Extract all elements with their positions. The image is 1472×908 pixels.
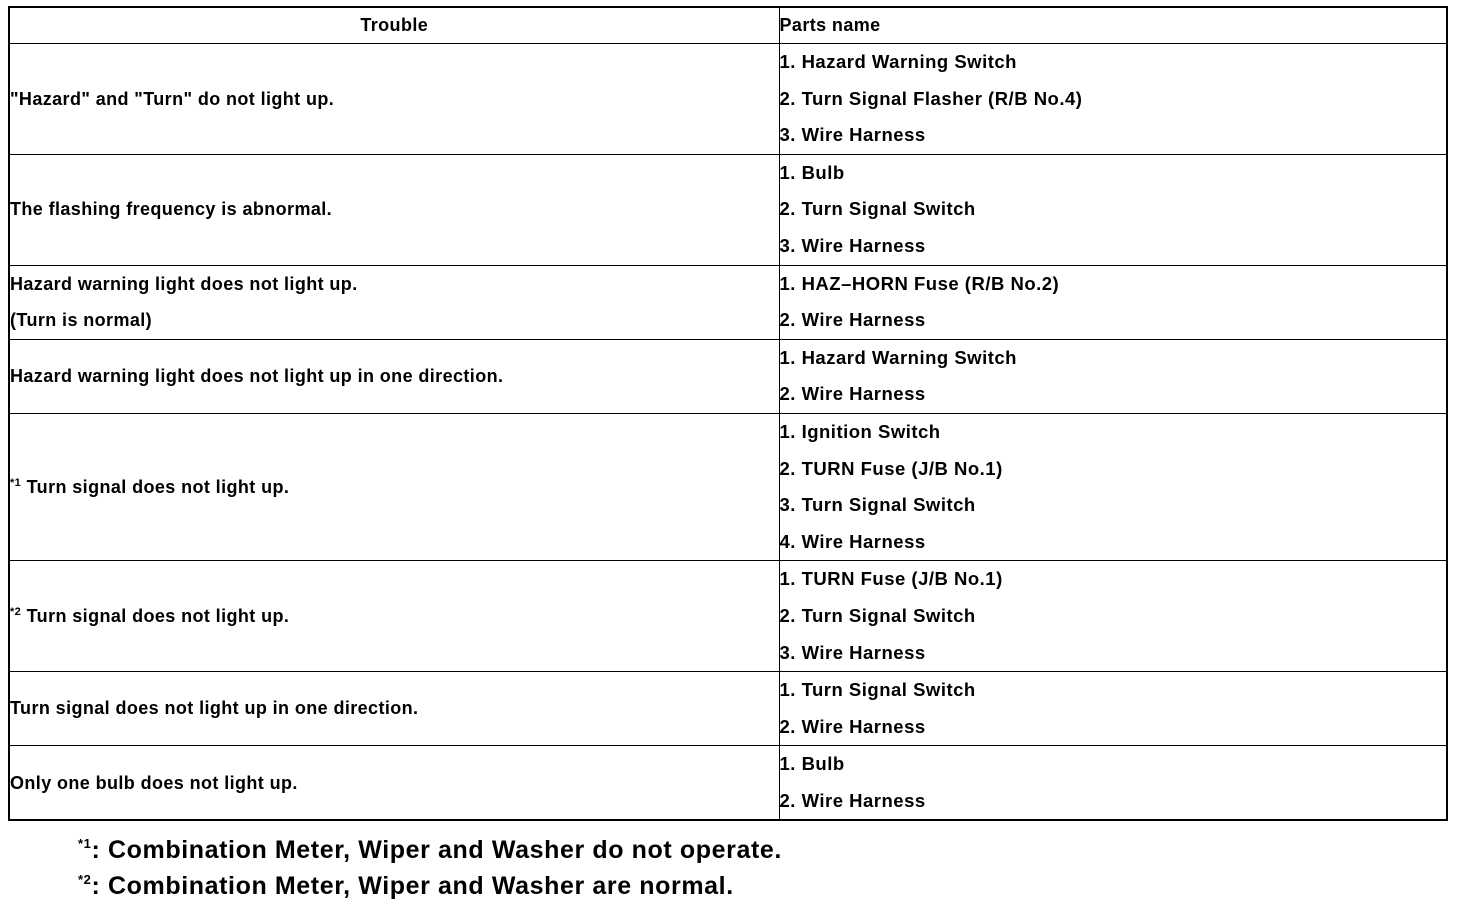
footnote-mark: *2 [78, 872, 92, 887]
trouble-cell [9, 413, 779, 560]
part-item: 1. Ignition Switch [779, 420, 941, 442]
trouble-cell [9, 154, 779, 265]
trouble-label: (Turn is normal) [10, 310, 153, 331]
trouble-cell [9, 561, 779, 672]
trouble-label: Hazard warning light does not light up in one direction. [10, 366, 504, 387]
trouble-label: "Hazard" and "Turn" do not light up. [10, 88, 335, 109]
trouble-label: Hazard warning light does not light up. [10, 273, 358, 294]
table-row [9, 672, 1447, 746]
footnote [78, 832, 782, 868]
trouble-text [10, 191, 779, 228]
trouble-text [10, 765, 779, 802]
table-header-row [9, 7, 1447, 44]
part-item: 1. Turn Signal Switch [779, 679, 976, 701]
parts-cell [779, 154, 1447, 265]
table-row [9, 413, 1447, 560]
table-body [9, 44, 1447, 821]
part-item: 2. Wire Harness [779, 383, 926, 405]
trouble-cell [9, 44, 779, 155]
trouble-column-header: Trouble [9, 7, 779, 44]
troubleshooting-table [8, 6, 1448, 821]
part-item: 2. Wire Harness [779, 789, 926, 811]
parts-cell [779, 44, 1447, 155]
part-item: 2. Wire Harness [779, 309, 926, 331]
part-item: 4. Wire Harness [779, 530, 926, 552]
part-item: 3. Wire Harness [779, 641, 926, 663]
parts-name-column-header: Parts name [779, 7, 1447, 44]
part-item: 1. HAZ–HORN Fuse (R/B No.2) [779, 272, 1060, 294]
table-row [9, 561, 1447, 672]
trouble-label: The flashing frequency is abnormal. [10, 199, 333, 220]
footnote-mark: *2 [10, 605, 22, 618]
trouble-text [10, 266, 779, 303]
part-item: 3. Wire Harness [779, 234, 926, 256]
trouble-text [10, 81, 779, 118]
part-item: 1. Hazard Warning Switch [779, 346, 1017, 368]
trouble-label: Turn signal does not light up. [26, 605, 290, 626]
part-item: 2. Turn Signal Switch [779, 604, 976, 626]
footnote [78, 868, 782, 904]
trouble-text [10, 598, 779, 635]
trouble-cell [9, 265, 779, 339]
parts-cell [779, 561, 1447, 672]
trouble-cell [9, 672, 779, 746]
trouble-text [10, 358, 779, 395]
table-row [9, 44, 1447, 155]
footnotes [78, 832, 782, 904]
table-row [9, 339, 1447, 413]
trouble-cell [9, 746, 779, 821]
trouble-label: Turn signal does not light up. [26, 476, 290, 497]
parts-cell [779, 672, 1447, 746]
trouble-cell [9, 339, 779, 413]
footnote-mark: *1 [10, 476, 22, 489]
table-row [9, 746, 1447, 821]
parts-cell [779, 413, 1447, 560]
trouble-text [10, 469, 779, 506]
trouble-text [10, 690, 779, 727]
part-item: 1. Hazard Warning Switch [779, 51, 1017, 72]
trouble-text [10, 302, 779, 339]
part-item: 1. Bulb [779, 753, 845, 775]
part-item: 2. Turn Signal Switch [779, 198, 976, 220]
trouble-label: Turn signal does not light up in one direction. [10, 698, 419, 719]
footnote-text: : Combination Meter, Wiper and Washer are normal. [91, 872, 734, 900]
part-item: 1. TURN Fuse (J/B No.1) [779, 568, 1003, 590]
footnote-mark: *1 [78, 836, 92, 851]
footnote-text: : Combination Meter, Wiper and Washer do not operate. [91, 836, 782, 864]
table-row [9, 154, 1447, 265]
part-item: 2. Turn Signal Flasher (R/B No.4) [779, 87, 1083, 109]
table-row [9, 265, 1447, 339]
part-item: 3. Turn Signal Switch [779, 494, 976, 516]
part-item: 2. TURN Fuse (J/B No.1) [779, 457, 1003, 479]
trouble-label: Only one bulb does not light up. [10, 772, 298, 793]
part-item: 1. Bulb [779, 161, 845, 183]
part-item: 3. Wire Harness [779, 124, 926, 146]
parts-cell [779, 746, 1447, 821]
parts-cell [779, 265, 1447, 339]
part-item: 2. Wire Harness [779, 715, 926, 737]
parts-cell [779, 339, 1447, 413]
